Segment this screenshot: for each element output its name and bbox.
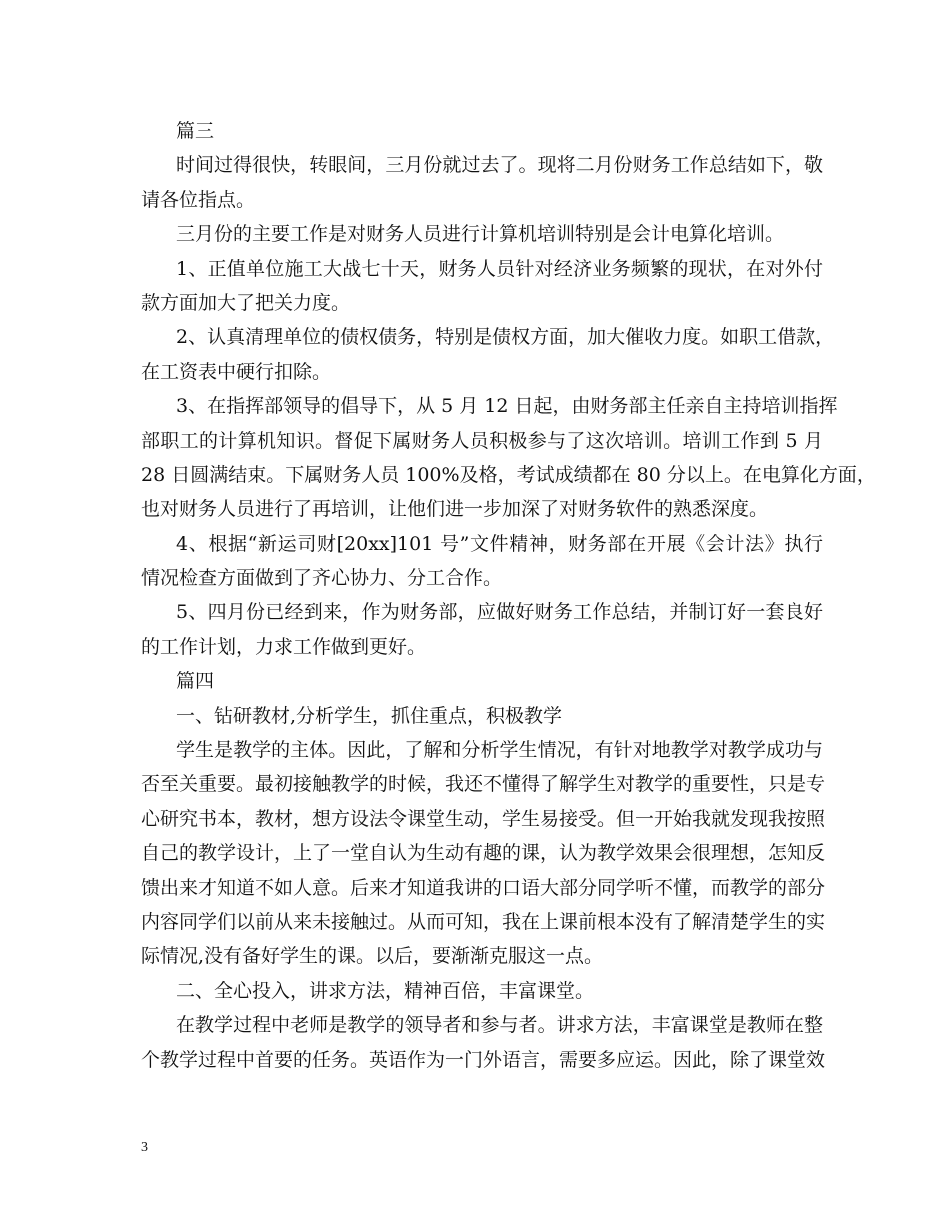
paragraph-line: 时间过得很快，转眼间，三月份就过去了。现将二月份财务工作总结如下，敬 <box>176 154 823 177</box>
section-heading: 篇四 <box>176 670 215 693</box>
paragraph-line: 在工资表中硬行扣除。 <box>141 360 332 383</box>
paragraph-line: 在教学过程中老师是教学的领导者和参与者。讲求方法，丰富课堂是教师在整 <box>176 1014 823 1037</box>
page-number: 3 <box>141 1140 148 1155</box>
paragraph-line: 4、根据“新运司财[20xx]101 号”文件精神，财务部在开展《会计法》执行 <box>176 532 823 555</box>
paragraph-line: 际情况,没有备好学生的课。以后，要渐渐克服这一点。 <box>141 945 604 968</box>
paragraph-line: 学生是教学的主体。因此，了解和分析学生情况，有针对地教学对教学成功与 <box>176 739 823 762</box>
paragraph-line: 部职工的计算机知识。督促下属财务人员积极参与了这次培训。培训工作到 5 月 <box>141 429 823 452</box>
paragraph-line: 否至关重要。最初接触教学的时候，我还不懂得了解学生对教学的重要性，只是专 <box>141 773 826 796</box>
paragraph-line: 28 日圆满结束。下属财务人员 100%及格，考试成绩都在 80 分以上。在电算化方面， <box>141 463 876 486</box>
subsection-heading: 一、钻研教材,分析学生，抓住重点，积极教学 <box>176 704 563 727</box>
paragraph-line: 馈出来才知道不如人意。后来才知道我讲的口语大部分同学听不懂，而教学的部分 <box>141 876 826 899</box>
paragraph-line: 的工作计划，力求工作做到更好。 <box>141 635 427 658</box>
paragraph-line: 也对财务人员进行了再培训，让他们进一步加深了对财务软件的熟悉深度。 <box>141 498 769 521</box>
paragraph-line: 款方面加大了把关力度。 <box>141 291 351 314</box>
paragraph-line: 情况检查方面做到了齐心协力、分工合作。 <box>141 567 503 590</box>
paragraph-line: 请各位指点。 <box>141 188 256 211</box>
paragraph-line: 3、在指挥部领导的倡导下，从 5 月 12 日起，由财务部主任亲自主持培训指挥 <box>176 395 838 418</box>
document-body <box>141 114 876 1077</box>
paragraph-line: 2、认真清理单位的债权债务，特别是债权方面，加大催收力度。如职工借款， <box>176 326 835 349</box>
paragraph-line: 三月份的主要工作是对财务人员进行计算机培训特别是会计电算化培训。 <box>176 223 785 246</box>
subsection-heading: 二、全心投入，讲求方法，精神百倍，丰富课堂。 <box>176 979 595 1002</box>
paragraph-line: 内容同学们以前从来未接触过。从而可知，我在上课前根本没有了解清楚学生的实 <box>141 910 826 933</box>
paragraph-line: 5、四月份已经到来，作为财务部，应做好财务工作总结，并制订好一套良好 <box>176 601 823 624</box>
paragraph-line: 心研究书本，教材，想方设法令课堂生动，学生易接受。但一开始我就发现我按照 <box>141 807 826 830</box>
paragraph-line: 个教学过程中首要的任务。英语作为一门外语言，需要多应运。因此，除了课堂效 <box>141 1048 826 1071</box>
paragraph-line: 1、正值单位施工大战七十天，财务人员针对经济业务频繁的现状，在对外付 <box>176 257 823 280</box>
paragraph-line: 自己的教学设计，上了一堂自认为生动有趣的课，认为教学效果会很理想，怎知反 <box>141 842 826 865</box>
section-heading: 篇三 <box>176 120 215 142</box>
